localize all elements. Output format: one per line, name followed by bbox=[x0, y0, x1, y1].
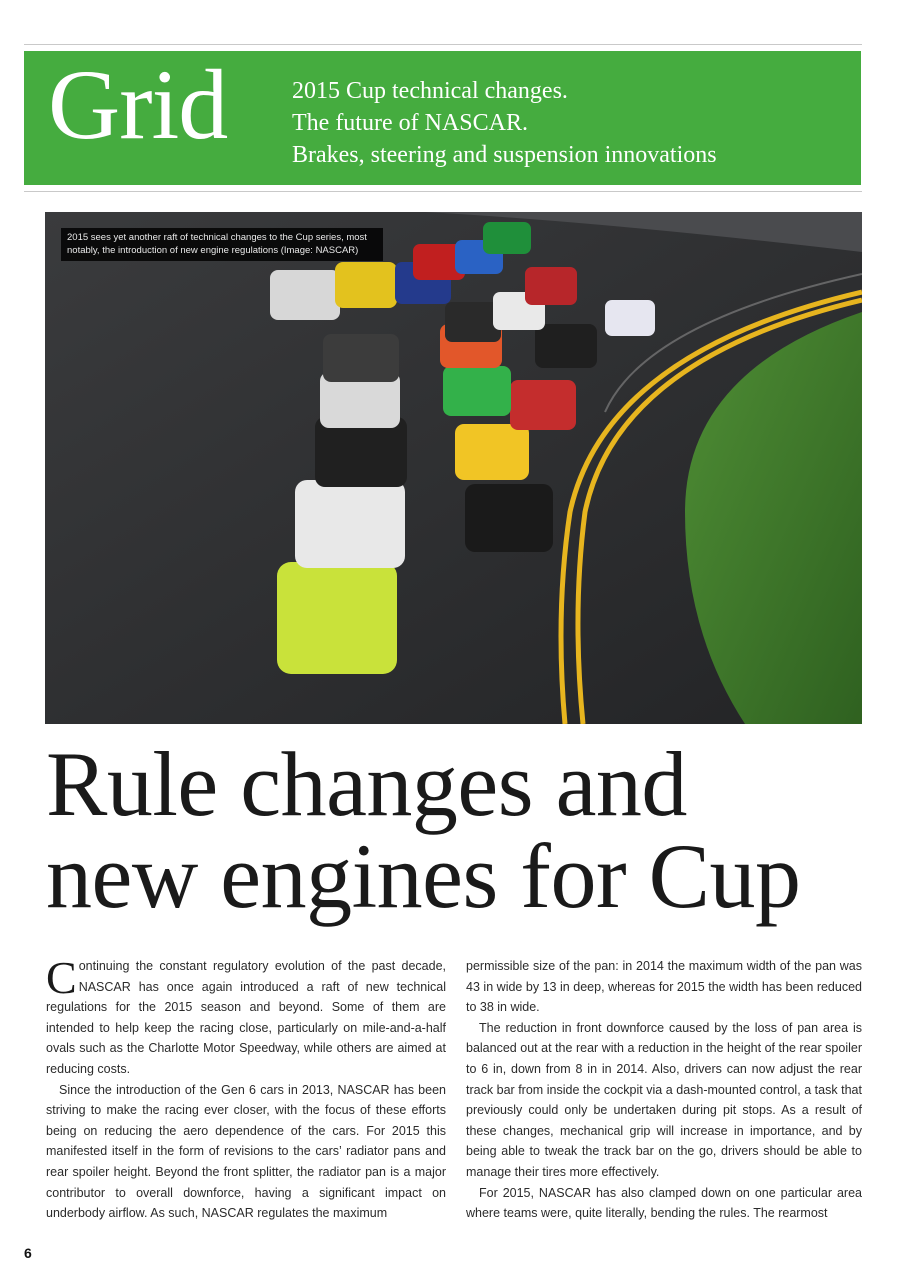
photo-caption: 2015 sees yet another raft of technical changes to the Cup series, most notably, the introduction of new engine regulations (Image: NASCAR) bbox=[61, 228, 383, 261]
car bbox=[443, 366, 511, 416]
car-lead bbox=[277, 562, 397, 674]
paragraph-text: ontinuing the constant regulatory evolution of the past decade, NASCAR has once again introduced a raft of new technical regulations for the 2015 season and beyond. Some of them are intended to help keep the racing close, particularly on mile-and-a-half ovals such as the Charlotte Motor Speedway, while others are aimed at reducing costs. bbox=[46, 959, 446, 1076]
car bbox=[455, 424, 529, 480]
top-rule bbox=[24, 44, 862, 45]
headline-line: new engines for Cup bbox=[46, 825, 801, 927]
car bbox=[605, 300, 655, 336]
race-photo bbox=[45, 212, 862, 724]
car bbox=[270, 270, 340, 320]
car bbox=[323, 334, 399, 382]
section-banner bbox=[24, 51, 861, 185]
car bbox=[445, 302, 501, 342]
car bbox=[295, 480, 405, 568]
race-photo-illustration bbox=[45, 212, 862, 724]
paragraph: Since the introduction of the Gen 6 cars in 2013, NASCAR has been striving to make the racing ever closer, with the focus of these efforts being on reducing the aero dependence of the cars. For 2015 this manifested itself in the form of revisions to the cars’ radiator pans and rear spoiler height. Beyond the front splitter, the radiator pan is a major contributor to overall downforce, having a significant impact on underbody airflow. As such, NASCAR regulates the maximum bbox=[46, 1082, 446, 1221]
paragraph bbox=[46, 952, 446, 1080]
car bbox=[483, 222, 531, 254]
section-contents-item: 2015 Cup technical changes. bbox=[292, 78, 568, 104]
section-title: Grid bbox=[48, 49, 228, 160]
section-contents-item: The future of NASCAR. bbox=[292, 110, 528, 136]
paragraph: For 2015, NASCAR has also clamped down on one particular area where teams were, quite literally, bending the rules. The rearmost bbox=[466, 1185, 862, 1221]
car bbox=[510, 380, 576, 430]
car bbox=[535, 324, 597, 368]
headline-line: Rule changes and bbox=[46, 733, 687, 835]
article-column-left bbox=[46, 952, 446, 1224]
drop-cap: C bbox=[46, 952, 77, 1003]
banner-bottom-rule bbox=[24, 191, 862, 192]
paragraph: The reduction in front downforce caused by the loss of pan area is balanced out at the rear with a reduction in the height of the rear spoiler to 6 in, down from 8 in in 2014. Also, drivers can now adjust the rear track bar from inside the cockpit via a dash-mounted control, a task that previously could only be undertaken during pit stops. As a result of these changes, mechanical grip will increase in importance, and by being able to tweak the track bar on the go, drivers should be able to manage their tires more effectively. bbox=[466, 1020, 862, 1179]
car bbox=[465, 484, 553, 552]
page-number: 6 bbox=[24, 1245, 32, 1261]
article-column-right bbox=[466, 956, 862, 1224]
paragraph: permissible size of the pan: in 2014 the maximum width of the pan was 43 in wide by 13 in deep, whereas for 2015 the width has been reduced to 38 in wide. bbox=[466, 959, 862, 1015]
article-headline bbox=[46, 733, 886, 927]
car bbox=[335, 262, 397, 308]
section-contents bbox=[292, 75, 717, 171]
car bbox=[525, 267, 577, 305]
section-contents-item: Brakes, steering and suspension innovations bbox=[292, 142, 717, 168]
